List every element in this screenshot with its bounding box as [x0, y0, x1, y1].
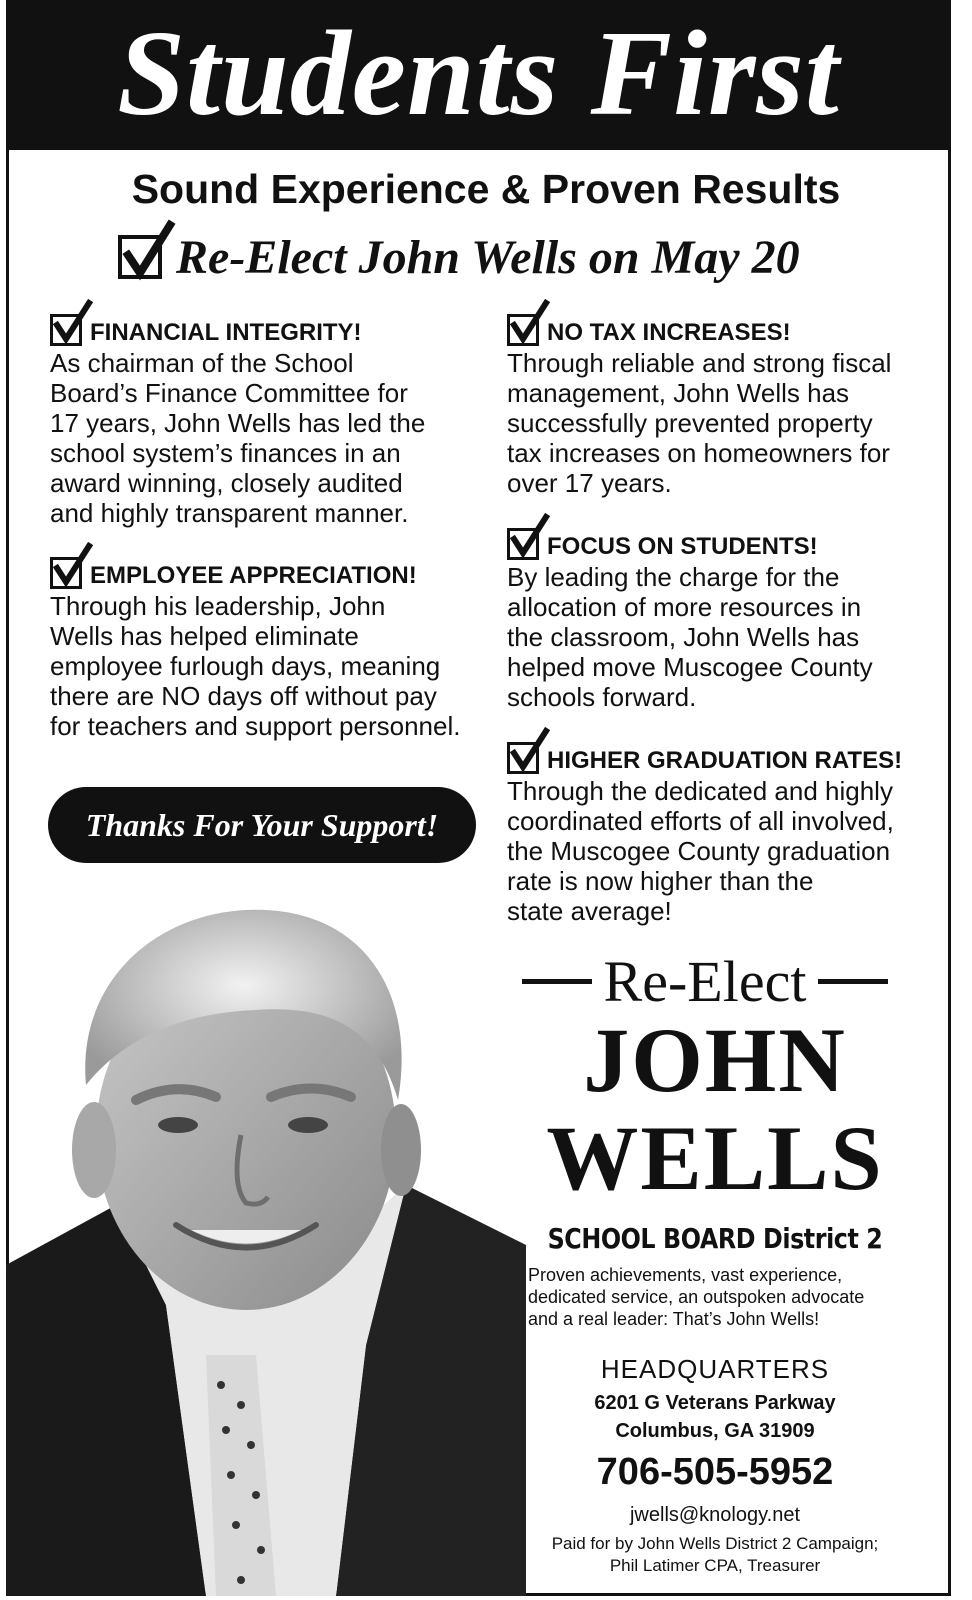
body-line: Board’s Finance Committee for	[50, 378, 408, 408]
section-body	[507, 776, 902, 926]
body-line: schools forward.	[507, 682, 697, 712]
re-elect-heading	[505, 948, 905, 1015]
tagline-line: and a real leader: That’s John Wells!	[528, 1309, 820, 1329]
address-line-1: 6201 G Veterans Parkway	[594, 1392, 836, 1414]
banner-title: Students First	[117, 6, 840, 141]
body-line: coordinated efforts of all involved,	[507, 806, 894, 836]
tagline	[528, 1264, 928, 1330]
body-line: successfully prevented property	[507, 408, 873, 438]
body-line: Through his leadership, John	[50, 591, 386, 621]
checkbox-icon	[50, 557, 82, 589]
checkbox-icon	[50, 314, 82, 346]
section-heading: FOCUS ON STUDENTS!	[547, 533, 818, 560]
body-line: for teachers and support personnel.	[50, 711, 461, 741]
section-higher-graduation-rates	[507, 730, 902, 926]
paid-for-disclaimer	[505, 1533, 925, 1577]
body-line: helped move Muscogee County	[507, 652, 873, 682]
reelect-date-line	[118, 222, 800, 292]
section-focus-on-students	[507, 516, 873, 712]
body-line: award winning, closely audited	[50, 468, 403, 498]
address	[505, 1389, 925, 1445]
email: jwells@knology.net	[629, 1504, 800, 1526]
body-line: Through reliable and strong fiscal	[507, 348, 892, 378]
section-no-tax-increases	[507, 302, 891, 498]
checkbox-icon	[118, 235, 162, 279]
body-line: management, John Wells has	[507, 378, 850, 408]
candidate-photo	[6, 885, 526, 1596]
body-line: state average!	[507, 896, 672, 926]
tagline-line: Proven achievements, vast experience,	[528, 1265, 843, 1285]
reelect-date-text: Re-Elect John Wells on May 20	[176, 230, 800, 284]
body-line: 17 years, John Wells has led the	[50, 408, 426, 438]
section-financial-integrity	[50, 302, 425, 528]
body-line: By leading the charge for the	[507, 562, 840, 592]
section-body	[50, 591, 460, 741]
address-line-2: Columbus, GA 31909	[615, 1420, 815, 1442]
body-line: rate is now higher than the	[507, 866, 814, 896]
district-label: SCHOOL BOARD District 2	[547, 1222, 883, 1255]
body-line: allocation of more resources in	[507, 592, 862, 622]
body-line: over 17 years.	[507, 468, 672, 498]
divider	[522, 979, 592, 984]
checkbox-icon	[507, 742, 539, 774]
headquarters-block	[505, 1354, 925, 1527]
re-elect-text: Re-Elect	[603, 949, 807, 1014]
checkbox-icon	[507, 314, 539, 346]
section-heading: FINANCIAL INTEGRITY!	[90, 319, 362, 346]
section-body	[507, 348, 891, 498]
subhead: Sound Experience & Proven Results	[131, 166, 841, 212]
section-body	[50, 348, 425, 528]
candidate-first-name: JOHN	[583, 1009, 847, 1111]
section-employee-appreciation	[50, 545, 460, 741]
headquarters-title: HEADQUARTERS	[600, 1354, 830, 1384]
checkbox-icon	[507, 528, 539, 560]
body-line: As chairman of the School	[50, 348, 354, 378]
body-line: Through the dedicated and highly	[507, 776, 893, 806]
body-line: the classroom, John Wells has	[507, 622, 860, 652]
divider	[818, 979, 888, 984]
body-line: and highly transparent manner.	[50, 498, 409, 528]
section-heading: HIGHER GRADUATION RATES!	[547, 747, 903, 774]
body-line: employee furlough days, meaning	[50, 651, 441, 681]
phone-number: 706-505-5952	[596, 1451, 834, 1493]
title-banner	[6, 0, 951, 150]
body-line: tax increases on homeowners for	[507, 438, 890, 468]
body-line: school system’s finances in an	[50, 438, 401, 468]
body-line: there are NO days off without pay	[50, 681, 437, 711]
tagline-line: dedicated service, an outspoken advocate	[528, 1287, 865, 1307]
section-body	[507, 562, 873, 712]
disclaimer-line: Phil Latimer CPA, Treasurer	[609, 1556, 821, 1575]
disclaimer-line: Paid for by John Wells District 2 Campaign;	[551, 1534, 879, 1553]
thanks-pill: Thanks For Your Support!	[48, 787, 476, 863]
body-line: Wells has helped eliminate	[50, 621, 359, 651]
section-heading: NO TAX INCREASES!	[547, 319, 791, 346]
candidate-last-name: WELLS	[546, 1107, 884, 1209]
section-heading: EMPLOYEE APPRECIATION!	[90, 562, 417, 589]
body-line: the Muscogee County graduation	[507, 836, 891, 866]
